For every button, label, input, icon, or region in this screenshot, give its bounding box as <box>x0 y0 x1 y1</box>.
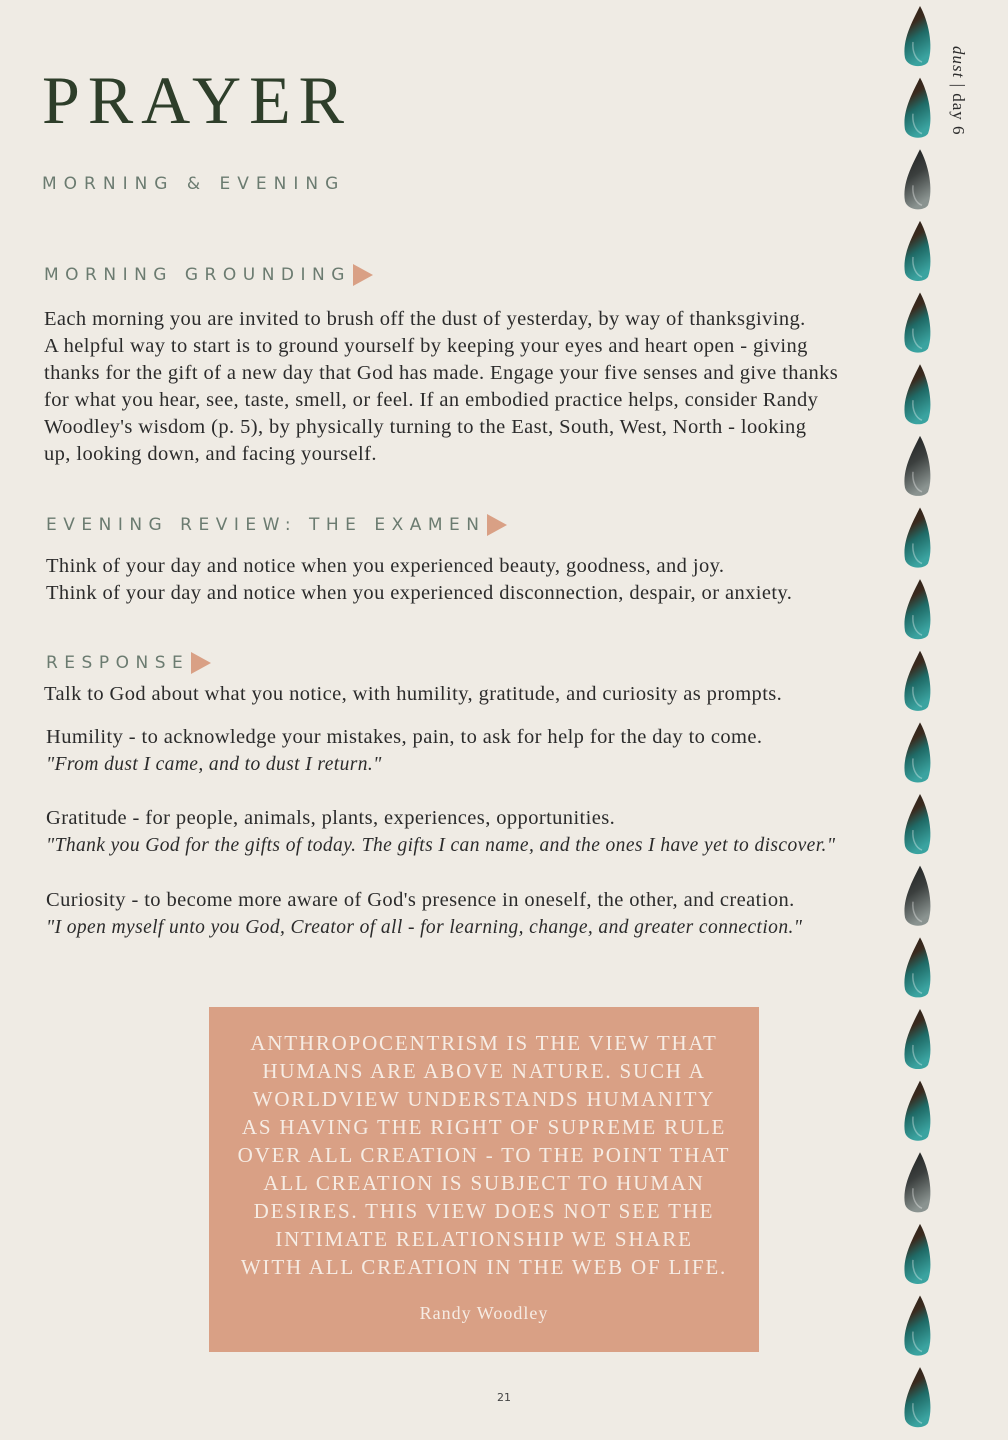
morning-line: Woodley's wisdom (p. 5), by physically turning to the East, South, West, North - looking <box>44 416 807 438</box>
humility-block <box>46 724 762 778</box>
response-intro-text: Talk to God about what you notice, with humility, gratitude, and curiosity as prompts. <box>44 683 783 705</box>
mussel-shell-icon <box>904 866 930 926</box>
mussel-shell-icon <box>904 1296 930 1356</box>
morning-line: for what you hear, see, taste, smell, or feel. If an embodied practice helps, consider Randy <box>44 389 819 411</box>
mussel-shell-column <box>898 0 938 1440</box>
callout-line: OVER ALL CREATION - TO THE POINT THAT <box>237 1143 731 1167</box>
evening-line: Think of your day and notice when you experienced disconnection, despair, or anxiety. <box>46 582 793 604</box>
morning-line: thanks for the gift of a new day that God has made. Engage your five senses and give thanks <box>44 362 839 384</box>
curiosity-quote: "I open myself unto you God, Creator of all - for learning, change, and greater connection." <box>46 917 803 938</box>
evening-heading <box>46 514 507 536</box>
evening-paragraph <box>46 553 792 607</box>
humility-quote: "From dust I came, and to dust I return." <box>46 754 382 775</box>
morning-line: A helpful way to start is to ground yourself by keeping your eyes and heart open - giving <box>44 335 808 357</box>
callout-line: ANTHROPOCENTRISM IS THE VIEW THAT <box>250 1031 718 1055</box>
mussel-shell-icon <box>904 651 930 711</box>
day-label-word: dust <box>949 46 968 79</box>
mussel-shell-icon <box>904 579 930 639</box>
day-label <box>948 46 968 136</box>
mussel-shell-icon <box>904 1152 930 1212</box>
evening-heading-text: EVENING REVIEW: THE EXAMEN <box>46 515 486 535</box>
mussel-shell-icon <box>904 436 930 496</box>
day-label-day: day 6 <box>949 93 968 136</box>
mussel-shell-icon <box>904 794 930 854</box>
mussel-shell-icon <box>904 722 930 782</box>
triangle-arrow-icon <box>191 652 211 674</box>
page-number: 21 <box>497 1391 511 1404</box>
callout-line: DESIRES. THIS VIEW DOES NOT SEE THE <box>253 1199 715 1223</box>
morning-paragraph <box>44 306 838 468</box>
mussel-shell-icon <box>904 1009 930 1069</box>
curiosity-text: Curiosity - to become more aware of God's presence in oneself, the other, and creation. <box>46 889 795 911</box>
evening-line: Think of your day and notice when you experienced beauty, goodness, and joy. <box>46 555 725 577</box>
quote-callout <box>209 1007 759 1352</box>
response-heading-text: RESPONSE <box>46 653 190 673</box>
gratitude-quote: "Thank you God for the gifts of today. The gifts I can name, and the ones I have yet to discover." <box>46 835 836 856</box>
callout-line: WITH ALL CREATION IN THE WEB OF LIFE. <box>240 1255 728 1279</box>
mussel-shell-icon <box>904 364 930 424</box>
gratitude-block <box>46 805 835 859</box>
callout-line: HUMANS ARE ABOVE NATURE. SUCH A <box>262 1059 706 1083</box>
page-title: PRAYER <box>42 62 353 138</box>
mussel-shell-icon <box>904 1224 930 1284</box>
callout-line: ALL CREATION IS SUBJECT TO HUMAN <box>263 1171 705 1195</box>
page-subtitle: MORNING & EVENING <box>42 174 346 194</box>
mussel-shell-icon <box>904 937 930 997</box>
triangle-arrow-icon <box>353 264 373 286</box>
mussel-shell-icon <box>904 78 930 138</box>
response-heading <box>46 652 211 674</box>
mussel-shell-icon <box>904 507 930 567</box>
callout-line: WORLDVIEW UNDERSTANDS HUMANITY <box>252 1087 716 1111</box>
callout-author: Randy Woodley <box>419 1303 549 1323</box>
callout-line: INTIMATE RELATIONSHIP WE SHARE <box>275 1227 693 1251</box>
morning-heading <box>44 264 373 286</box>
mussel-shell-icon <box>904 293 930 353</box>
curiosity-block <box>46 887 802 941</box>
mussel-shell-icon <box>904 6 930 66</box>
morning-heading-text: MORNING GROUNDING <box>44 265 351 285</box>
day-label-separator: | <box>949 78 968 94</box>
callout-quote <box>231 1029 737 1281</box>
morning-line: up, looking down, and facing yourself. <box>44 443 377 465</box>
humility-text: Humility - to acknowledge your mistakes, pain, to ask for help for the day to come. <box>46 726 763 748</box>
mussel-shell-icon <box>904 149 930 209</box>
morning-line: Each morning you are invited to brush off the dust of yesterday, by way of thanksgiving. <box>44 308 806 330</box>
callout-line: AS HAVING THE RIGHT OF SUPREME RULE <box>241 1115 727 1139</box>
mussel-shell-icon <box>904 1081 930 1141</box>
gratitude-text: Gratitude - for people, animals, plants, experiences, opportunities. <box>46 807 616 829</box>
triangle-arrow-icon <box>487 514 507 536</box>
mussel-shell-icon <box>904 221 930 281</box>
response-intro <box>44 681 782 708</box>
